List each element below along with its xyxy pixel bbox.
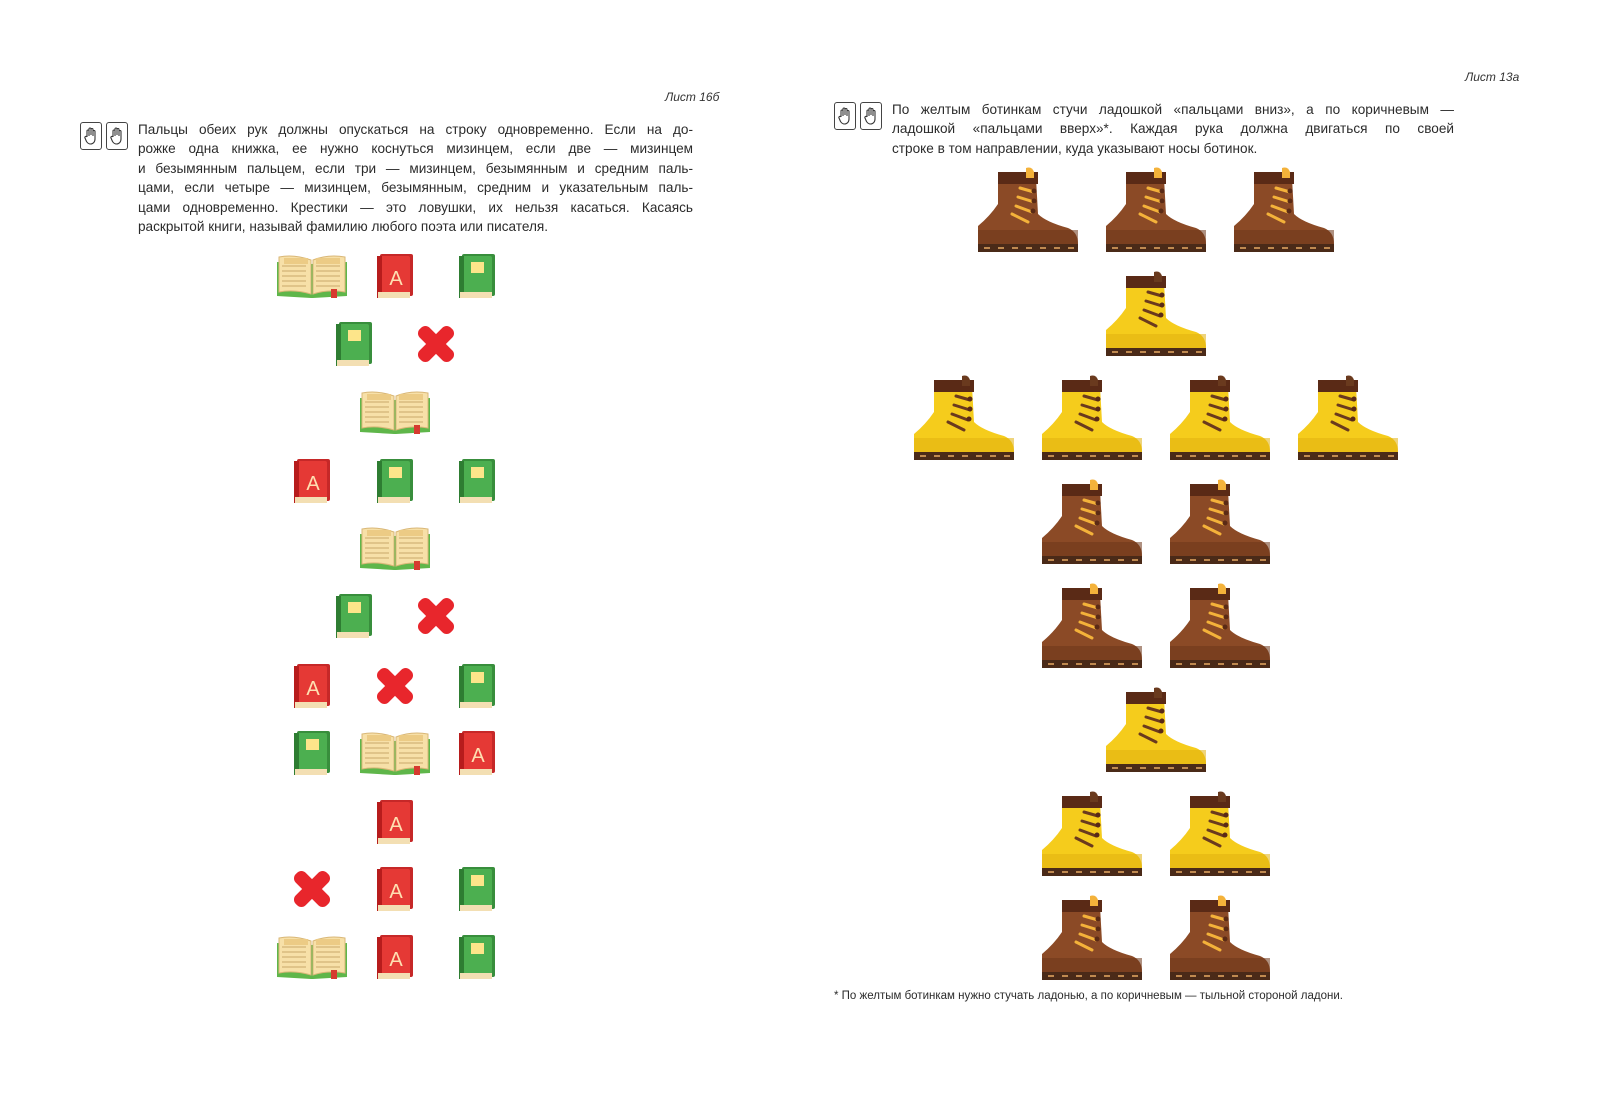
brown-boot-icon [1104, 164, 1208, 256]
hand-icon [860, 102, 882, 130]
brown-boot-icon [1168, 476, 1272, 568]
brown-boot-icon [1040, 580, 1144, 672]
svg-text:А: А [471, 745, 485, 767]
cross-icon [413, 593, 459, 639]
green-book-icon [457, 865, 497, 913]
yellow-boot-icon [1296, 372, 1400, 464]
footnote: * По желтым ботинкам нужно стучать ладонью, а по коричневым — тыльной стороной ладони. [834, 990, 1343, 1002]
red-book-icon [292, 662, 332, 710]
brown-boot-icon [1232, 164, 1336, 256]
hands-pictogram [80, 122, 128, 150]
right-page [800, 0, 1600, 1094]
instruction-line: цами, если четыре — мизинцем, безымянным, средним и указательным паль- [138, 180, 693, 196]
red-book-icon [375, 933, 415, 981]
yellow-boot-icon [1104, 268, 1208, 360]
green-book-icon [457, 457, 497, 505]
red-book-icon [375, 798, 415, 846]
instruction-line: Пальцы обеих рук должны опускаться на строку одновременно. Если на до- [138, 122, 693, 137]
green-book-icon [375, 457, 415, 505]
instruction-line: цами одновременно. Крестики — это ловушки, их нельзя касаться. Касаясь [138, 199, 693, 215]
open-book-icon [359, 729, 431, 777]
brown-boot-icon [1040, 892, 1144, 984]
open-book-icon [359, 388, 431, 436]
brown-boot-icon [976, 164, 1080, 256]
hands-pictogram [834, 102, 882, 130]
open-book-icon [276, 933, 348, 981]
cross-icon [289, 866, 335, 912]
green-book-icon [457, 933, 497, 981]
svg-text:А: А [389, 814, 403, 836]
instruction-line: рожке одна книжка, ее нужно коснуться мизинцем, если две — мизинцем [138, 141, 693, 157]
yellow-boot-icon [912, 372, 1016, 464]
green-book-icon [292, 729, 332, 777]
svg-text:А: А [389, 881, 403, 903]
svg-text:А: А [306, 678, 320, 700]
red-book-icon [375, 865, 415, 913]
yellow-boot-icon [1168, 788, 1272, 880]
yellow-boot-icon [1040, 372, 1144, 464]
open-book-icon [359, 524, 431, 572]
yellow-boot-icon [1040, 788, 1144, 880]
hand-icon [106, 122, 128, 150]
red-book-icon [457, 729, 497, 777]
hand-icon [834, 102, 856, 130]
sheet-label: Лист 16б [665, 90, 720, 104]
instruction-line: ладошкой «пальцами вверх»*. Каждая рука должна двигаться по своей [892, 121, 1454, 137]
cross-icon [413, 321, 459, 367]
yellow-boot-icon [1104, 684, 1208, 776]
hand-icon [80, 122, 102, 150]
svg-text:А: А [389, 268, 403, 290]
brown-boot-icon [1040, 476, 1144, 568]
sheet-label: Лист 13а [1465, 70, 1520, 84]
instruction-line: строке в том направлении, куда указывают носы ботинок. [892, 140, 1258, 156]
open-book-icon [276, 252, 348, 300]
red-book-icon [375, 252, 415, 300]
red-book-icon [292, 457, 332, 505]
instruction-text [138, 120, 693, 236]
brown-boot-icon [1168, 892, 1272, 984]
green-book-icon [457, 252, 497, 300]
instruction-line: По желтым ботинкам стучи ладошкой «пальцами вниз», а по коричневым — [892, 102, 1454, 117]
cross-icon [372, 663, 418, 709]
instruction-line: раскрытой книги, называй фамилию любого поэта или писателя. [138, 219, 549, 235]
instruction-line: и безымянным пальцем, если три — мизинцем, безымянным и средним паль- [138, 160, 693, 176]
svg-text:А: А [306, 473, 320, 495]
svg-text:А: А [389, 949, 403, 971]
brown-boot-icon [1168, 580, 1272, 672]
green-book-icon [334, 320, 374, 368]
instruction-text [892, 100, 1454, 158]
green-book-icon [457, 662, 497, 710]
yellow-boot-icon [1168, 372, 1272, 464]
green-book-icon [334, 592, 374, 640]
